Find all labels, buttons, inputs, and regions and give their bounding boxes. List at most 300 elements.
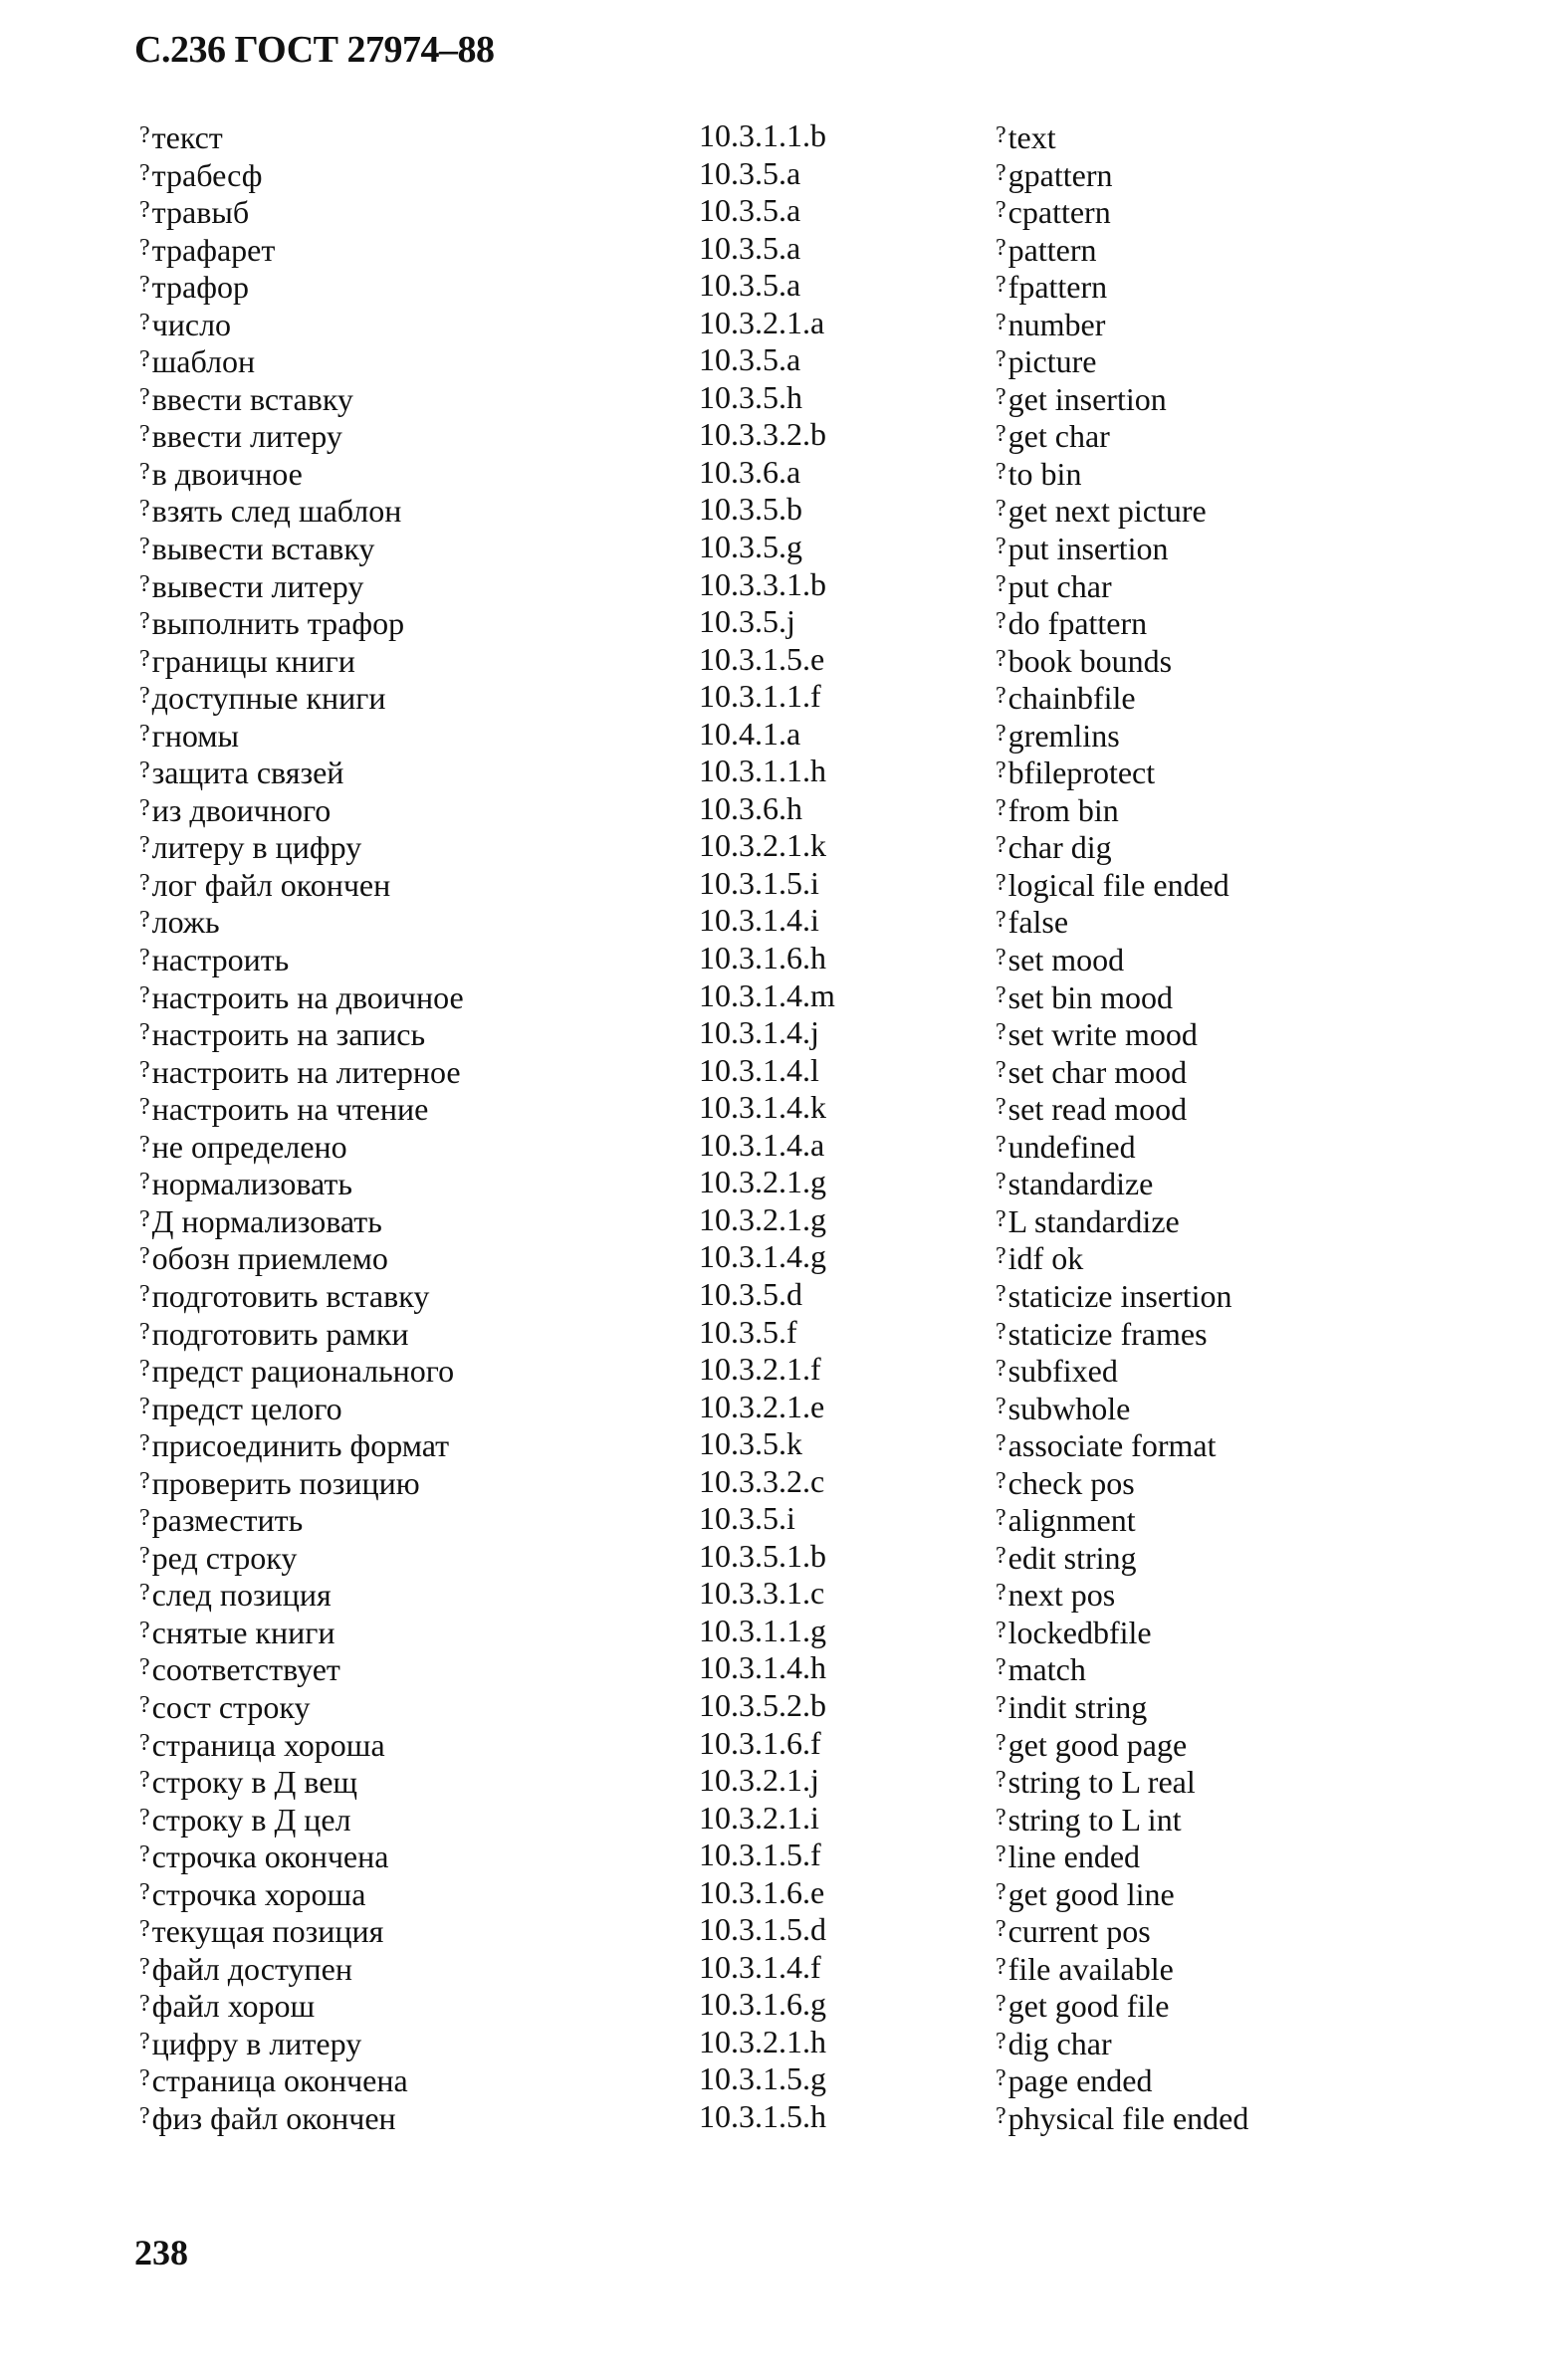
russian-term-text: лог файл окончен	[151, 866, 391, 903]
russian-term	[139, 305, 231, 344]
english-term-text: file available	[1007, 1950, 1174, 1987]
english-term	[996, 1500, 1136, 1540]
term-mark: ?	[139, 832, 150, 859]
section-reference: 10.3.2.1.g	[699, 1164, 826, 1200]
russian-term	[139, 267, 249, 307]
english-term-text: indit string	[1007, 1688, 1148, 1725]
russian-term	[139, 1575, 332, 1615]
term-mark: ?	[996, 907, 1006, 934]
english-term	[996, 1351, 1118, 1391]
table-row	[0, 529, 1561, 566]
english-term-text: cpattern	[1007, 194, 1111, 231]
russian-term-text: трабесф	[151, 156, 263, 193]
english-term	[996, 1238, 1083, 1278]
table-row	[0, 192, 1561, 230]
table-row	[0, 2098, 1561, 2136]
english-term	[996, 790, 1119, 830]
section-reference: 10.3.5.g	[699, 529, 802, 565]
term-mark: ?	[996, 794, 1006, 821]
term-mark: ?	[139, 383, 150, 410]
term-mark: ?	[139, 1094, 150, 1121]
russian-term-text: границы книги	[151, 642, 355, 679]
term-mark: ?	[139, 309, 150, 335]
section-reference: 10.3.1.6.f	[699, 1724, 821, 1761]
term-mark: ?	[139, 1729, 150, 1756]
table-row	[0, 678, 1561, 716]
page-number: 238	[134, 2233, 188, 2272]
table-row	[0, 155, 1561, 193]
term-mark: ?	[139, 907, 150, 934]
table-row	[0, 1538, 1561, 1576]
section-reference: 10.3.5.d	[699, 1275, 802, 1312]
term-mark: ?	[139, 159, 150, 186]
term-mark: ?	[139, 1430, 150, 1457]
term-mark: ?	[996, 1280, 1006, 1307]
russian-term-text: физ файл окончен	[151, 2099, 396, 2136]
english-term-text: next pos	[1007, 1577, 1116, 1614]
russian-term-text: текст	[151, 119, 223, 155]
section-reference: 10.3.1.6.h	[699, 940, 826, 976]
term-mark: ?	[139, 757, 150, 784]
english-term-text: set write mood	[1007, 1016, 1198, 1053]
section-reference: 10.3.5.2.b	[699, 1686, 826, 1723]
russian-term-text: подготовить рамки	[151, 1315, 409, 1352]
russian-term	[139, 1463, 420, 1503]
term-mark: ?	[996, 1841, 1006, 1868]
term-mark: ?	[139, 945, 150, 972]
section-reference: 10.3.5.k	[699, 1425, 802, 1462]
table-row	[0, 305, 1561, 342]
section-reference: 10.3.1.5.e	[699, 640, 825, 677]
term-mark: ?	[139, 1505, 150, 1532]
table-row	[0, 790, 1561, 828]
table-row	[0, 117, 1561, 155]
term-mark: ?	[996, 1916, 1006, 1943]
section-reference: 10.3.1.4.i	[699, 902, 819, 939]
russian-term	[139, 1127, 347, 1167]
russian-term	[139, 155, 262, 195]
english-term-text: set mood	[1007, 942, 1125, 978]
section-reference: 10.3.3.2.b	[699, 416, 826, 453]
term-mark: ?	[996, 383, 1006, 410]
english-term	[996, 566, 1112, 606]
term-mark: ?	[139, 1131, 150, 1158]
english-term	[996, 2060, 1152, 2100]
russian-term	[139, 1762, 357, 1802]
english-term-text: undefined	[1007, 1128, 1136, 1165]
russian-term	[139, 341, 255, 381]
table-row	[0, 902, 1561, 940]
section-reference: 10.3.5.a	[699, 341, 801, 378]
table-row	[0, 341, 1561, 379]
term-mark: ?	[139, 1767, 150, 1794]
russian-term-text: из двоичного	[151, 791, 332, 828]
term-mark: ?	[139, 1953, 150, 1980]
russian-term	[139, 865, 390, 905]
russian-term-text: текущая позиция	[151, 1913, 384, 1950]
term-mark: ?	[139, 496, 150, 523]
english-term-text: fpattern	[1007, 269, 1108, 306]
term-mark: ?	[996, 1056, 1006, 1083]
term-mark: ?	[996, 981, 1006, 1008]
table-row	[0, 379, 1561, 417]
term-mark: ?	[139, 346, 150, 373]
english-term	[996, 1687, 1147, 1727]
russian-term	[139, 1725, 385, 1765]
section-reference: 10.3.5.h	[699, 378, 802, 415]
russian-term	[139, 1425, 449, 1465]
russian-term	[139, 1089, 428, 1129]
term-mark: ?	[139, 1318, 150, 1345]
russian-term	[139, 2060, 408, 2100]
term-mark: ?	[996, 1019, 1006, 1046]
table-row	[0, 1127, 1561, 1165]
english-term	[996, 603, 1147, 643]
english-term	[996, 678, 1136, 718]
english-term	[996, 491, 1207, 531]
russian-term-text: обозн приемлемо	[151, 1240, 388, 1277]
table-row	[0, 1463, 1561, 1501]
russian-term-text: файл доступен	[151, 1950, 352, 1987]
russian-term-text: вывести литеру	[151, 567, 364, 604]
english-term	[996, 454, 1081, 494]
english-term-text: staticize frames	[1007, 1315, 1208, 1352]
english-term	[996, 341, 1097, 381]
russian-term	[139, 1201, 382, 1241]
english-term-text: line ended	[1007, 1839, 1141, 1875]
russian-term-text: разместить	[151, 1502, 304, 1539]
english-term-text: to bin	[1007, 455, 1082, 492]
english-term-text: do fpattern	[1007, 605, 1148, 642]
russian-term	[139, 117, 223, 157]
section-reference: 10.3.5.a	[699, 154, 801, 191]
term-mark: ?	[139, 1019, 150, 1046]
english-term-text: get insertion	[1007, 380, 1167, 417]
russian-term	[139, 1500, 303, 1540]
term-mark: ?	[139, 1056, 150, 1083]
term-mark: ?	[139, 122, 150, 148]
russian-term	[139, 1911, 383, 1951]
term-mark: ?	[139, 1467, 150, 1494]
term-mark: ?	[996, 534, 1006, 560]
term-mark: ?	[139, 1169, 150, 1195]
russian-term-text: трафор	[151, 269, 249, 306]
english-term	[996, 1949, 1174, 1989]
english-term	[996, 865, 1229, 905]
table-row	[0, 1351, 1561, 1389]
english-term-text: set read mood	[1007, 1091, 1188, 1128]
english-term	[996, 716, 1120, 756]
section-reference: 10.3.3.2.c	[699, 1462, 825, 1499]
term-mark: ?	[139, 1841, 150, 1868]
english-term-text: physical file ended	[1007, 2099, 1249, 2136]
section-reference: 10.3.5.f	[699, 1313, 797, 1350]
table-row	[0, 1052, 1561, 1090]
term-mark: ?	[996, 2102, 1006, 2129]
russian-term	[139, 1538, 297, 1578]
section-reference: 10.3.2.1.j	[699, 1762, 819, 1799]
english-term	[996, 940, 1124, 979]
english-term	[996, 1613, 1152, 1652]
term-mark: ?	[996, 1953, 1006, 1980]
english-term-text: subfixed	[1007, 1353, 1118, 1390]
russian-term	[139, 454, 303, 494]
term-mark: ?	[996, 458, 1006, 485]
term-mark: ?	[139, 1393, 150, 1419]
term-mark: ?	[996, 272, 1006, 299]
term-mark: ?	[139, 1580, 150, 1607]
section-reference: 10.3.1.5.d	[699, 1911, 826, 1948]
english-term	[996, 1127, 1136, 1167]
section-reference: 10.3.1.4.h	[699, 1649, 826, 1686]
term-mark: ?	[139, 1916, 150, 1943]
russian-term	[139, 641, 355, 681]
section-reference: 10.3.1.1.g	[699, 1612, 826, 1648]
table-row	[0, 1575, 1561, 1613]
russian-term-text: снятые книги	[151, 1614, 335, 1650]
english-term-text: text	[1007, 119, 1056, 155]
term-mark: ?	[996, 1430, 1006, 1457]
section-reference: 10.3.1.1.f	[699, 678, 821, 715]
english-term	[996, 1164, 1153, 1203]
section-reference: 10.3.2.1.g	[699, 1200, 826, 1237]
russian-term	[139, 379, 353, 419]
english-term	[996, 902, 1068, 942]
russian-term	[139, 827, 361, 867]
english-term	[996, 155, 1113, 195]
english-term	[996, 305, 1105, 344]
section-reference: 10.3.5.a	[699, 229, 801, 266]
section-reference: 10.3.5.a	[699, 267, 801, 304]
section-reference: 10.3.5.1.b	[699, 1537, 826, 1574]
term-mark: ?	[996, 346, 1006, 373]
term-mark: ?	[996, 570, 1006, 597]
russian-term-text: проверить позицию	[151, 1464, 420, 1501]
english-term	[996, 827, 1112, 867]
english-term	[996, 641, 1172, 681]
term-mark: ?	[139, 1356, 150, 1383]
table-row	[0, 1837, 1561, 1874]
russian-term	[139, 1389, 342, 1428]
english-term-text: string to L real	[1007, 1764, 1196, 1801]
term-mark: ?	[996, 757, 1006, 784]
term-mark: ?	[139, 1878, 150, 1905]
table-row	[0, 1613, 1561, 1650]
section-reference: 10.3.1.5.g	[699, 2060, 826, 2097]
english-term	[996, 379, 1167, 419]
english-term-text: get good line	[1007, 1875, 1175, 1912]
term-mark: ?	[139, 1243, 150, 1270]
term-mark: ?	[996, 1542, 1006, 1569]
table-row	[0, 1986, 1561, 2024]
russian-term-text: подготовить вставку	[151, 1277, 430, 1314]
english-term	[996, 1725, 1187, 1765]
russian-term	[139, 1649, 340, 1689]
russian-term	[139, 1986, 315, 2026]
term-mark: ?	[996, 122, 1006, 148]
russian-term-text: настроить на двоичное	[151, 978, 464, 1015]
english-term	[996, 267, 1107, 307]
term-mark: ?	[139, 645, 150, 672]
section-reference: 10.3.1.6.g	[699, 1986, 826, 2023]
term-mark: ?	[139, 2028, 150, 2055]
term-mark: ?	[996, 1767, 1006, 1794]
russian-term-text: травыб	[151, 194, 250, 231]
english-term-text: chainbfile	[1007, 680, 1136, 717]
english-term	[996, 1911, 1151, 1951]
english-term-text: set bin mood	[1007, 978, 1173, 1015]
term-mark: ?	[139, 981, 150, 1008]
russian-term-text: строку в Д вещ	[151, 1764, 358, 1801]
russian-term-text: в двоичное	[151, 455, 303, 492]
russian-term-text: литеру в цифру	[151, 829, 362, 866]
english-term-text: L standardize	[1007, 1202, 1180, 1239]
russian-term	[139, 753, 343, 792]
russian-term-text: защита связей	[151, 755, 344, 791]
russian-term	[139, 678, 386, 718]
russian-term	[139, 1164, 352, 1203]
english-term	[996, 1463, 1135, 1503]
term-mark: ?	[139, 234, 150, 261]
english-term	[996, 1014, 1198, 1054]
term-mark: ?	[996, 1729, 1006, 1756]
term-mark: ?	[139, 1617, 150, 1643]
term-mark: ?	[139, 1691, 150, 1718]
term-mark: ?	[139, 608, 150, 635]
table-row	[0, 940, 1561, 977]
table-row	[0, 566, 1561, 604]
term-mark: ?	[139, 1654, 150, 1681]
section-reference: 10.3.1.4.a	[699, 1126, 825, 1163]
term-mark: ?	[139, 534, 150, 560]
english-term	[996, 1874, 1175, 1914]
russian-term-text: след позиция	[151, 1577, 332, 1614]
english-term-text: match	[1007, 1651, 1086, 1688]
russian-term-text: вывести вставку	[151, 531, 375, 567]
table-row	[0, 2060, 1561, 2098]
english-term-text: set char mood	[1007, 1053, 1188, 1090]
russian-term-text: ввести вставку	[151, 380, 353, 417]
russian-term	[139, 1613, 334, 1652]
english-term-text: number	[1007, 306, 1106, 342]
english-term	[996, 416, 1110, 456]
table-row	[0, 603, 1561, 641]
term-mark: ?	[139, 1991, 150, 2018]
table-row	[0, 1649, 1561, 1687]
section-reference: 10.3.1.4.k	[699, 1089, 826, 1126]
russian-term-text: трафарет	[151, 231, 276, 268]
term-mark: ?	[139, 272, 150, 299]
russian-term-text: предст рационального	[151, 1353, 455, 1390]
term-mark: ?	[996, 2065, 1006, 2092]
english-term	[996, 1986, 1169, 2026]
english-term-text: staticize insertion	[1007, 1277, 1232, 1314]
section-reference: 10.3.1.5.f	[699, 1837, 821, 1873]
english-term-text: associate format	[1007, 1427, 1217, 1464]
section-reference: 10.3.2.1.h	[699, 2023, 826, 2059]
table-row	[0, 1762, 1561, 1800]
section-reference: 10.3.5.i	[699, 1500, 795, 1537]
section-reference: 10.3.1.4.l	[699, 1051, 819, 1088]
russian-term	[139, 2098, 396, 2138]
term-mark: ?	[996, 197, 1006, 224]
russian-term	[139, 790, 331, 830]
section-reference: 10.3.5.j	[699, 603, 795, 640]
english-term	[996, 529, 1169, 568]
term-mark: ?	[996, 945, 1006, 972]
english-term	[996, 230, 1097, 270]
english-term-text: string to L int	[1007, 1801, 1182, 1838]
russian-term-text: строчка окончена	[151, 1839, 389, 1875]
russian-term-text: нормализовать	[151, 1166, 352, 1202]
russian-term	[139, 1014, 425, 1054]
term-mark: ?	[996, 1467, 1006, 1494]
term-mark: ?	[996, 1318, 1006, 1345]
term-mark: ?	[139, 1542, 150, 1569]
table-row	[0, 1201, 1561, 1239]
table-row	[0, 753, 1561, 790]
table-row	[0, 267, 1561, 305]
term-mark: ?	[996, 1205, 1006, 1232]
table-row	[0, 1911, 1561, 1949]
english-term-text: book bounds	[1007, 642, 1173, 679]
english-term	[996, 753, 1155, 792]
english-term	[996, 1575, 1115, 1615]
section-reference: 10.3.1.1.b	[699, 117, 826, 153]
table-row	[0, 1425, 1561, 1463]
russian-term-text: цифру в литеру	[151, 2025, 362, 2061]
table-row	[0, 641, 1561, 679]
russian-term-text: доступные книги	[151, 680, 386, 717]
english-term	[996, 1276, 1231, 1316]
table-row	[0, 827, 1561, 865]
table-row	[0, 1500, 1561, 1538]
section-reference: 10.3.1.4.g	[699, 1238, 826, 1275]
section-reference: 10.3.6.a	[699, 453, 801, 490]
term-mark: ?	[996, 1691, 1006, 1718]
term-mark: ?	[996, 1356, 1006, 1383]
english-term-text: put insertion	[1007, 531, 1169, 567]
russian-term	[139, 603, 404, 643]
section-reference: 10.3.1.5.h	[699, 2097, 826, 2134]
section-reference: 10.3.3.1.b	[699, 565, 826, 602]
english-term	[996, 117, 1056, 157]
english-term-text: get good file	[1007, 1988, 1170, 2025]
russian-term	[139, 529, 374, 568]
term-mark: ?	[139, 458, 150, 485]
section-reference: 10.3.6.h	[699, 789, 802, 826]
term-mark: ?	[996, 309, 1006, 335]
table-row	[0, 491, 1561, 529]
russian-term	[139, 1874, 365, 1914]
term-mark: ?	[996, 234, 1006, 261]
russian-term-text: ред строку	[151, 1539, 298, 1576]
term-mark: ?	[139, 720, 150, 747]
russian-term	[139, 1949, 352, 1989]
section-reference: 10.3.3.1.c	[699, 1575, 825, 1612]
english-term-text: from bin	[1007, 791, 1119, 828]
table-row	[0, 1089, 1561, 1127]
term-mark: ?	[996, 1804, 1006, 1831]
english-term-text: gremlins	[1007, 717, 1120, 754]
russian-term	[139, 2024, 361, 2063]
english-term-text: pattern	[1007, 231, 1097, 268]
english-term-text: gpattern	[1007, 156, 1113, 193]
table-row	[0, 1276, 1561, 1314]
section-reference: 10.3.2.1.k	[699, 827, 826, 864]
english-term-text: get next picture	[1007, 493, 1207, 530]
russian-term	[139, 716, 239, 756]
